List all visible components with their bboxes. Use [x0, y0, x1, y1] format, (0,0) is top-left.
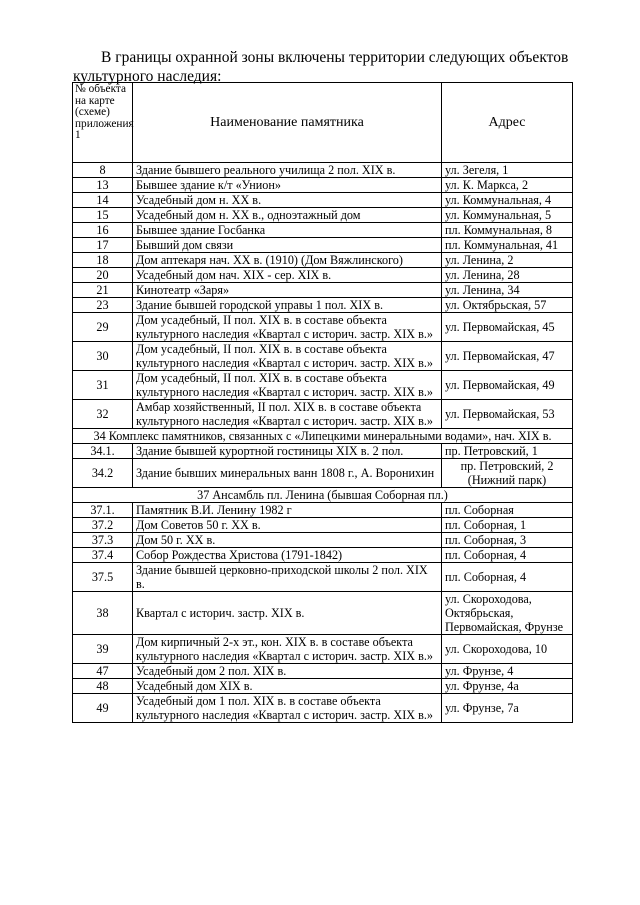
address-cell: ул. Скороходова, 10 — [442, 635, 573, 664]
object-number-cell: 37.2 — [73, 518, 133, 533]
table-row — [73, 635, 573, 664]
address-cell: ул. Ленина, 34 — [442, 283, 573, 298]
monument-name-cell: Здание бывшего реального училища 2 пол. XIX в. — [133, 163, 442, 178]
address-cell: ул. Первомайская, 47 — [442, 342, 573, 371]
address-cell: пр. Петровский, 2 (Нижний парк) — [442, 459, 573, 488]
table-row — [73, 444, 573, 459]
object-number-cell: 38 — [73, 592, 133, 635]
monument-name-cell: Бывший дом связи — [133, 238, 442, 253]
object-number-cell: 14 — [73, 193, 133, 208]
object-number-cell: 34.2 — [73, 459, 133, 488]
header-object-number: № объекта на карте (схеме) приложения 1 — [73, 83, 133, 163]
monuments-table — [72, 82, 573, 723]
address-cell: ул. Октябрьская, 57 — [442, 298, 573, 313]
header-monument-name: Наименование памятника — [133, 83, 442, 163]
address-cell: ул. Ленина, 28 — [442, 268, 573, 283]
address-cell: ул. Скороходова, Октябрьская, Первомайская, Фрунзе — [442, 592, 573, 635]
table-row — [73, 283, 573, 298]
monument-name-cell: Усадебный дом н. XX в. — [133, 193, 442, 208]
table-row — [73, 400, 573, 429]
object-number-cell: 21 — [73, 283, 133, 298]
address-cell: пл. Коммунальная, 8 — [442, 223, 573, 238]
monument-name-cell: Собор Рождества Христова (1791-1842) — [133, 548, 442, 563]
table-row — [73, 563, 573, 592]
address-cell: пр. Петровский, 1 — [442, 444, 573, 459]
object-number-cell: 39 — [73, 635, 133, 664]
table-row — [73, 298, 573, 313]
object-number-cell: 16 — [73, 223, 133, 238]
object-number-cell: 37.4 — [73, 548, 133, 563]
table-row — [73, 679, 573, 694]
object-number-cell: 23 — [73, 298, 133, 313]
object-number-cell: 48 — [73, 679, 133, 694]
monument-name-cell: Усадебный дом XIX в. — [133, 679, 442, 694]
monument-name-cell: Усадебный дом 1 пол. XIX в. в составе объекта культурного наследия «Квартал с историч. застр. XIX в.» — [133, 694, 442, 723]
table-row — [73, 253, 573, 268]
table-row — [73, 459, 573, 488]
table-row — [73, 533, 573, 548]
monument-name-cell: Дом усадебный, II пол. XIX в. в составе объекта культурного наследия «Квартал с историч. застр. XIX в.» — [133, 342, 442, 371]
monument-name-cell: Здание бывших минеральных ванн 1808 г., А. Воронихин — [133, 459, 442, 488]
object-number-cell: 20 — [73, 268, 133, 283]
monument-name-cell: Дом усадебный, II пол. XIX в. в составе объекта культурного наследия «Квартал с историч. застр. XIX в.» — [133, 371, 442, 400]
address-cell: ул. Коммунальная, 4 — [442, 193, 573, 208]
address-cell: пл. Соборная — [442, 503, 573, 518]
address-cell: пл. Соборная, 4 — [442, 548, 573, 563]
table-row — [73, 193, 573, 208]
intro-paragraph — [73, 48, 573, 86]
object-number-cell: 17 — [73, 238, 133, 253]
address-cell: ул. Фрунзе, 4а — [442, 679, 573, 694]
address-cell: ул. Зегеля, 1 — [442, 163, 573, 178]
object-number-cell: 34.1. — [73, 444, 133, 459]
table-row — [73, 664, 573, 679]
table-row — [73, 208, 573, 223]
table-row — [73, 178, 573, 193]
table-row — [73, 694, 573, 723]
table-row — [73, 268, 573, 283]
monument-name-cell: Усадебный дом н. XX в., одноэтажный дом — [133, 208, 442, 223]
object-number-cell: 13 — [73, 178, 133, 193]
intro-text: В границы охранной зоны включены территории следующих объектов культурного наследия: — [73, 48, 569, 85]
object-number-cell: 29 — [73, 313, 133, 342]
monument-name-cell: Здание бывшей церковно-приходской школы 2 пол. XIX в. — [133, 563, 442, 592]
table-row — [73, 548, 573, 563]
address-cell: ул. К. Маркса, 2 — [442, 178, 573, 193]
group-heading: 34 Комплекс памятников, связанных с «Липецкими минеральными водами», нач. XIX в. — [73, 429, 573, 444]
address-cell: ул. Первомайская, 45 — [442, 313, 573, 342]
monument-name-cell: Здание бывшей курортной гостиницы XIX в. 2 пол. — [133, 444, 442, 459]
table-row — [73, 518, 573, 533]
object-number-cell: 31 — [73, 371, 133, 400]
table-row — [73, 371, 573, 400]
monument-name-cell: Дом усадебный, II пол. XIX в. в составе объекта культурного наследия «Квартал с историч. застр. XIX в.» — [133, 313, 442, 342]
object-number-cell: 37.1. — [73, 503, 133, 518]
monument-name-cell: Дом Советов 50 г. XX в. — [133, 518, 442, 533]
address-cell: пл. Коммунальная, 41 — [442, 238, 573, 253]
address-cell: пл. Соборная, 1 — [442, 518, 573, 533]
table-row — [73, 342, 573, 371]
monument-name-cell: Памятник В.И. Ленину 1982 г — [133, 503, 442, 518]
table-row — [73, 238, 573, 253]
object-number-cell: 18 — [73, 253, 133, 268]
monument-name-cell: Усадебный дом нач. XIX - сер. XIX в. — [133, 268, 442, 283]
table-row — [73, 592, 573, 635]
table-row — [73, 163, 573, 178]
object-number-cell: 8 — [73, 163, 133, 178]
address-cell: ул. Фрунзе, 4 — [442, 664, 573, 679]
address-cell: ул. Первомайская, 49 — [442, 371, 573, 400]
object-number-cell: 30 — [73, 342, 133, 371]
header-address: Адрес — [442, 83, 573, 163]
table-row — [73, 223, 573, 238]
table-group-row — [73, 488, 573, 503]
address-cell: пл. Соборная, 3 — [442, 533, 573, 548]
object-number-cell: 37.3 — [73, 533, 133, 548]
monument-name-cell: Дом кирпичный 2-х эт., кон. XIX в. в составе объекта культурного наследия «Квартал с историч. застр. XIX в.» — [133, 635, 442, 664]
monument-name-cell: Кинотеатр «Заря» — [133, 283, 442, 298]
table-body — [73, 163, 573, 723]
monument-name-cell: Дом аптекаря нач. XX в. (1910) (Дом Вяжлинского) — [133, 253, 442, 268]
address-cell: ул. Ленина, 2 — [442, 253, 573, 268]
address-cell: ул. Первомайская, 53 — [442, 400, 573, 429]
table-header-row — [73, 83, 573, 163]
address-cell: ул. Фрунзе, 7а — [442, 694, 573, 723]
object-number-cell: 32 — [73, 400, 133, 429]
table-row — [73, 313, 573, 342]
monument-name-cell: Дом 50 г. XX в. — [133, 533, 442, 548]
group-heading: 37 Ансамбль пл. Ленина (бывшая Соборная пл.) — [73, 488, 573, 503]
monument-name-cell: Здание бывшей городской управы 1 пол. XIX в. — [133, 298, 442, 313]
address-cell: ул. Коммунальная, 5 — [442, 208, 573, 223]
monument-name-cell: Бывшее здание к/т «Унион» — [133, 178, 442, 193]
monument-name-cell: Амбар хозяйственный, II пол. XIX в. в составе объекта культурного наследия «Квартал с историч. застр. XIX в.» — [133, 400, 442, 429]
monument-name-cell: Бывшее здание Госбанка — [133, 223, 442, 238]
object-number-cell: 15 — [73, 208, 133, 223]
table-group-row — [73, 429, 573, 444]
monument-name-cell: Квартал с историч. застр. XIX в. — [133, 592, 442, 635]
object-number-cell: 37.5 — [73, 563, 133, 592]
object-number-cell: 49 — [73, 694, 133, 723]
table-row — [73, 503, 573, 518]
monument-name-cell: Усадебный дом 2 пол. XIX в. — [133, 664, 442, 679]
address-cell: пл. Соборная, 4 — [442, 563, 573, 592]
object-number-cell: 47 — [73, 664, 133, 679]
